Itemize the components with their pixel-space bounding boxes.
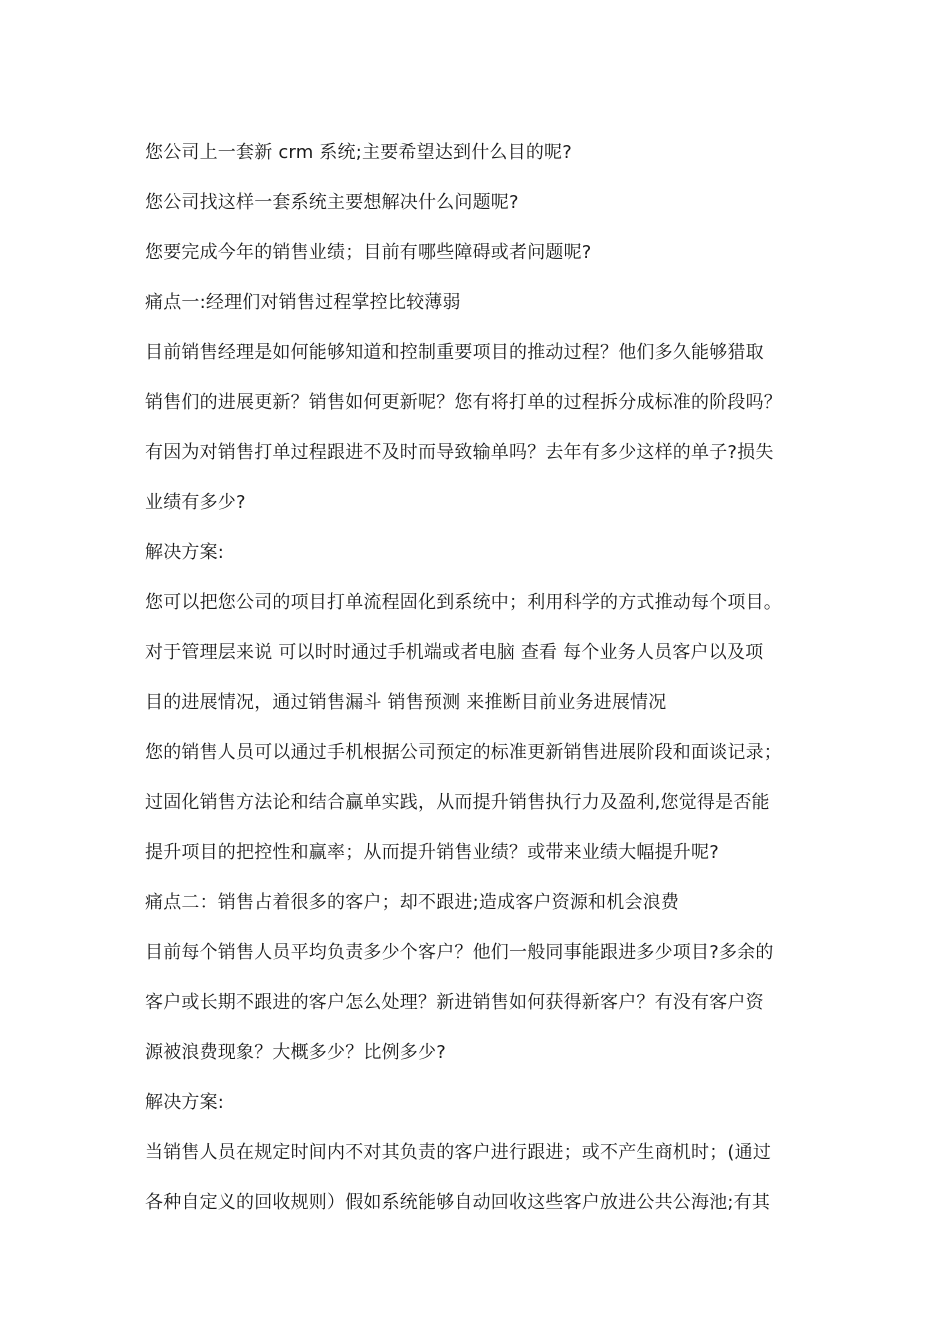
paragraph-line: 您的销售人员可以通过手机根据公司预定的标准更新销售进展阶段和面谈记录； (145, 742, 782, 763)
pain-point-2-heading: 痛点二：销售占着很多的客户；却不跟进;造成客户资源和机会浪费 (145, 892, 680, 913)
solution-heading: 解决方案: (145, 542, 225, 563)
solution-heading: 解决方案: (145, 1092, 225, 1113)
paragraph-line: 提升项目的把控性和赢率；从而提升销售业绩？或带来业绩大幅提升呢? (145, 842, 719, 863)
paragraph-line: 目前每个销售人员平均负责多少个客户？他们一般同事能跟进多少项目?多余的 (145, 942, 774, 963)
paragraph-line: 各种自定义的回收规则）假如系统能够自动回收这些客户放进公共公海池;有其 (145, 1192, 771, 1213)
paragraph-line: 对于管理层来说 可以时时通过手机端或者电脑 查看 每个业务人员客户以及项 (145, 642, 764, 663)
paragraph-line: 过固化销售方法论和结合赢单实践，从而提升销售执行力及盈利,您觉得是否能 (145, 792, 770, 813)
paragraph-line: 当销售人员在规定时间内不对其负责的客户进行跟进；或不产生商机时；(通过 (145, 1142, 772, 1163)
question-problem: 您公司找这样一套系统主要想解决什么问题呢? (145, 192, 519, 213)
paragraph-line: 业绩有多少? (145, 492, 246, 513)
paragraph-line: 客户或长期不跟进的客户怎么处理？新进销售如何获得新客户？有没有客户资 (145, 992, 764, 1013)
question-obstacles: 您要完成今年的销售业绩；目前有哪些障碍或者问题呢? (145, 242, 592, 263)
pain-point-1-heading: 痛点一:经理们对销售过程掌控比较薄弱 (145, 292, 461, 313)
document-body (145, 128, 815, 1228)
paragraph-line: 目的进展情况，通过销售漏斗 销售预测 来推断目前业务进展情况 (145, 692, 667, 713)
paragraph-line: 目前销售经理是如何能够知道和控制重要项目的推动过程？他们多久能够猎取 (145, 342, 764, 363)
question-goal: 您公司上一套新 crm 系统;主要希望达到什么目的呢? (145, 142, 572, 163)
paragraph-line: 有因为对销售打单过程跟进不及时而导致输单吗？去年有多少这样的单子?损失 (145, 442, 774, 463)
paragraph-line: 销售们的进展更新？销售如何更新呢？您有将打单的过程拆分成标准的阶段吗？ (145, 392, 782, 413)
paragraph-line: 您可以把您公司的项目打单流程固化到系统中；利用科学的方式推动每个项目。 (145, 592, 782, 613)
paragraph-line: 源被浪费现象？大概多少？比例多少? (145, 1042, 446, 1063)
